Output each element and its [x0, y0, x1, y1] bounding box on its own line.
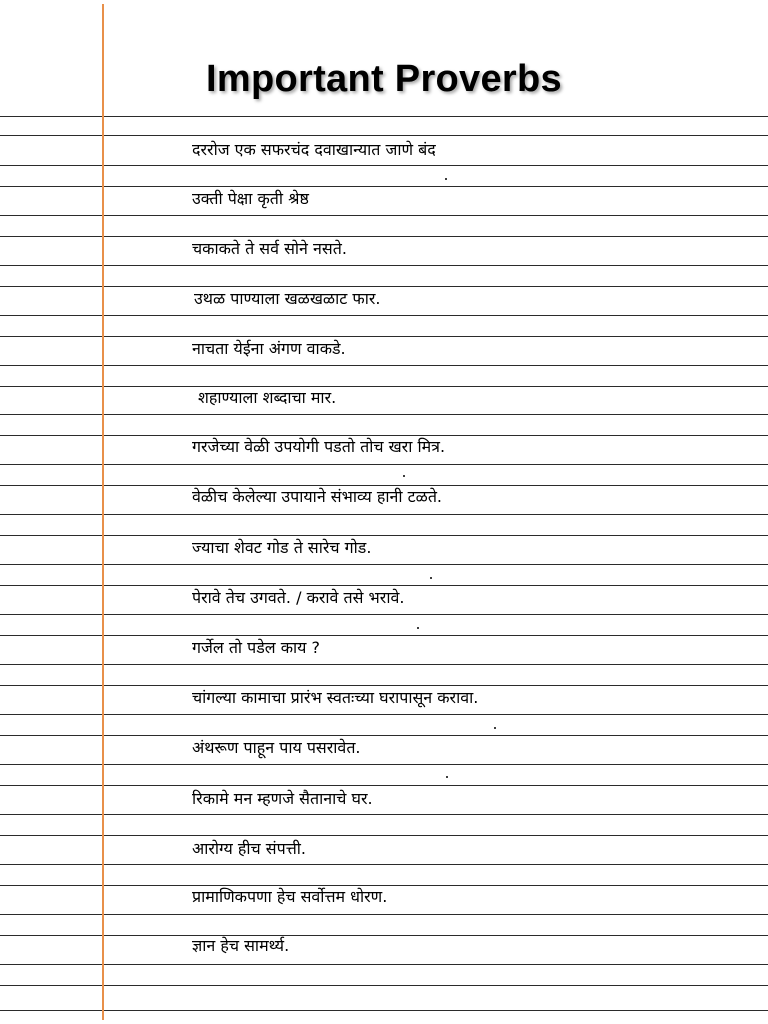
ruled-line	[0, 514, 768, 515]
ruled-line	[0, 435, 768, 436]
ruled-line	[0, 935, 768, 936]
ruled-line	[0, 265, 768, 266]
ruled-line	[0, 336, 768, 337]
proverb-item: गरजेच्या वेळी उपयोगी पडतो तोच खरा मित्र.	[192, 437, 446, 456]
ruled-line	[0, 814, 768, 815]
stray-dot	[417, 627, 419, 629]
proverb-item: रिकामे मन म्हणजे सैतानाचे घर.	[192, 789, 373, 808]
ruled-line	[0, 735, 768, 736]
ruled-line	[0, 165, 768, 166]
ruled-line	[0, 664, 768, 665]
ruled-line	[0, 835, 768, 836]
proverb-item: गर्जेल तो पडेल काय ?	[192, 638, 321, 657]
ruled-line	[0, 785, 768, 786]
ruled-line	[0, 964, 768, 965]
proverb-item: शहाण्याला शब्दाचा मार.	[198, 388, 337, 407]
ruled-line	[0, 914, 768, 915]
ruled-line	[0, 315, 768, 316]
proverb-item: ज्याचा शेवट गोड ते सारेच गोड.	[192, 538, 372, 557]
proverb-item: पेरावे तेच उगवते. / करावे तसे भरावे.	[192, 588, 405, 607]
proverb-item: प्रामाणिकपणा हेच सर्वोत्तम धोरण.	[192, 887, 388, 906]
stray-dot	[430, 577, 432, 579]
ruled-line	[0, 864, 768, 865]
ruled-line	[0, 764, 768, 765]
stray-dot	[445, 178, 447, 180]
ruled-line	[0, 585, 768, 586]
proverb-item: वेळीच केलेल्या उपायाने संभाव्य हानी टळते.	[192, 487, 443, 506]
ruled-line	[0, 985, 768, 986]
ruled-line	[0, 635, 768, 636]
ruled-line	[0, 116, 768, 117]
ruled-line	[0, 885, 768, 886]
proverb-item: चांगल्या कामाचा प्रारंभ स्वतःच्या घरापासून करावा.	[192, 688, 479, 707]
ruled-line	[0, 714, 768, 715]
ruled-line	[0, 685, 768, 686]
proverb-item: आरोग्य हीच संपत्ती.	[192, 839, 306, 858]
ruled-line	[0, 215, 768, 216]
ruled-line	[0, 365, 768, 366]
ruled-line	[0, 286, 768, 287]
ruled-line	[0, 614, 768, 615]
ruled-line	[0, 414, 768, 415]
proverb-item: ज्ञान हेच सामर्थ्य.	[192, 936, 290, 955]
ruled-line	[0, 1010, 768, 1011]
proverb-item: उथळ पाण्याला खळखळाट फार.	[194, 289, 381, 308]
stray-dot	[403, 475, 405, 477]
proverb-item: चकाकते ते सर्व सोने नसते.	[192, 239, 347, 258]
proverb-item: उक्ती पेक्षा कृती श्रेष्ठ	[192, 189, 309, 208]
ruled-line	[0, 535, 768, 536]
ruled-line	[0, 186, 768, 187]
ruled-line	[0, 135, 768, 136]
proverb-item: अंथरूण पाहून पाय पसरावेत.	[192, 738, 361, 757]
stray-dot	[446, 776, 448, 778]
stray-dot	[494, 727, 496, 729]
ruled-line	[0, 485, 768, 486]
ruled-line	[0, 236, 768, 237]
margin-line	[102, 4, 104, 1020]
proverb-item: दररोज एक सफरचंद दवाखान्यात जाणे बंद	[192, 140, 436, 159]
ruled-line	[0, 564, 768, 565]
ruled-line	[0, 464, 768, 465]
proverb-item: नाचता येईना अंगण वाकडे.	[192, 339, 346, 358]
page-title: Important Proverbs	[206, 58, 562, 100]
ruled-line	[0, 386, 768, 387]
